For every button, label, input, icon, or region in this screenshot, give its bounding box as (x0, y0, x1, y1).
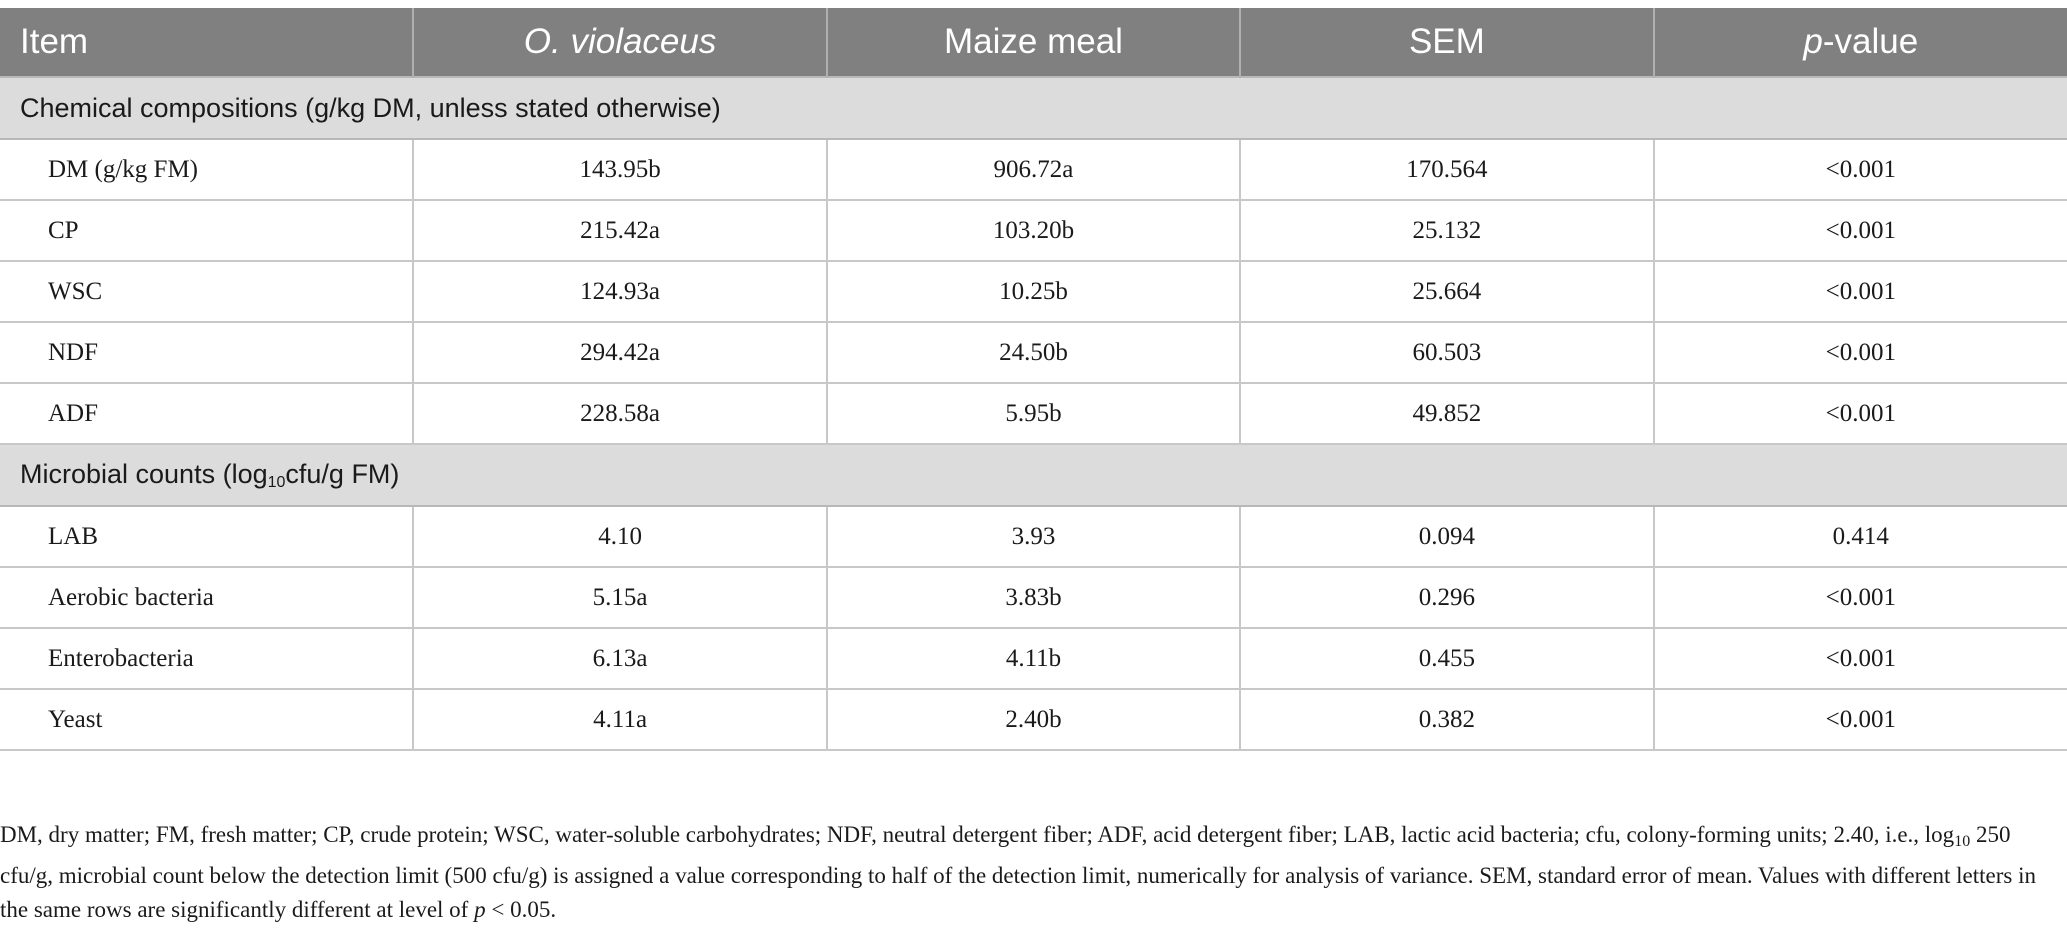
row-sem: 0.296 (1240, 567, 1653, 628)
row-p: <0.001 (1654, 689, 2067, 750)
section-microbial-title-post: cfu/g FM) (285, 458, 400, 489)
header-row (0, 8, 2067, 77)
footnote-part3: < 0.05. (485, 897, 557, 922)
header-p-italic: p (1803, 22, 1823, 61)
table-row (0, 383, 2067, 444)
row-sem: 0.455 (1240, 628, 1653, 689)
footnote-p-italic: p (474, 897, 486, 922)
header-p-value (1654, 8, 2067, 77)
row-ov: 5.15a (413, 567, 826, 628)
row-item: CP (0, 200, 413, 261)
row-mm: 2.40b (827, 689, 1240, 750)
row-p: <0.001 (1654, 200, 2067, 261)
table-row (0, 506, 2067, 567)
footnote-part1: DM, dry matter; FM, fresh matter; CP, crude protein; WSC, water-soluble carbohydrates; NDF, neutral detergent fiber; ADF, acid detergent fiber; LAB, lactic acid bacteria; cfu, colony-forming units; 2.40, i.e., log (0, 822, 1955, 847)
row-mm: 906.72a (827, 139, 1240, 200)
row-item: WSC (0, 261, 413, 322)
row-p: <0.001 (1654, 383, 2067, 444)
row-item: ADF (0, 383, 413, 444)
section-chemical (0, 77, 2067, 139)
row-sem: 60.503 (1240, 322, 1653, 383)
row-mm: 10.25b (827, 261, 1240, 322)
row-p: 0.414 (1654, 506, 2067, 567)
row-p: <0.001 (1654, 567, 2067, 628)
row-ov: 4.11a (413, 689, 826, 750)
header-sem: SEM (1240, 8, 1653, 77)
header-o-violaceus (413, 8, 826, 77)
table-footnote (0, 818, 2060, 927)
table-row (0, 322, 2067, 383)
row-mm: 3.83b (827, 567, 1240, 628)
header-o-violaceus-text: O. violaceus (523, 22, 717, 61)
footnote-part2: 250 cfu/g, microbial count below the detection limit (500 cfu/g) is assigned a value corresponding to half of the detection limit, numerically for analysis of variance. SEM, standard error of mean. Values with different letters in the same rows are significantly different at level of (0, 822, 2036, 922)
row-p: <0.001 (1654, 322, 2067, 383)
row-item: NDF (0, 322, 413, 383)
header-maize-meal: Maize meal (827, 8, 1240, 77)
row-item: Enterobacteria (0, 628, 413, 689)
table-row (0, 567, 2067, 628)
row-item: Yeast (0, 689, 413, 750)
row-item: Aerobic bacteria (0, 567, 413, 628)
table-row (0, 261, 2067, 322)
row-p: <0.001 (1654, 261, 2067, 322)
table-row (0, 689, 2067, 750)
section-microbial-title (0, 444, 2067, 506)
row-ov: 4.10 (413, 506, 826, 567)
row-ov: 215.42a (413, 200, 826, 261)
row-ov: 6.13a (413, 628, 826, 689)
row-mm: 5.95b (827, 383, 1240, 444)
row-ov: 124.93a (413, 261, 826, 322)
section-microbial-title-sub: 10 (267, 473, 286, 491)
row-item: DM (g/kg FM) (0, 139, 413, 200)
row-p: <0.001 (1654, 139, 2067, 200)
row-ov: 294.42a (413, 322, 826, 383)
row-sem: 0.094 (1240, 506, 1653, 567)
row-mm: 24.50b (827, 322, 1240, 383)
row-p: <0.001 (1654, 628, 2067, 689)
table-row (0, 139, 2067, 200)
data-table (0, 8, 2067, 751)
row-sem: 49.852 (1240, 383, 1653, 444)
row-mm: 103.20b (827, 200, 1240, 261)
row-sem: 25.132 (1240, 200, 1653, 261)
header-item: Item (0, 8, 413, 77)
table-row (0, 200, 2067, 261)
table-row (0, 628, 2067, 689)
section-microbial (0, 444, 2067, 506)
section-chemical-title: Chemical compositions (g/kg DM, unless stated otherwise) (0, 77, 2067, 139)
row-item: LAB (0, 506, 413, 567)
footnote-sub: 10 (1954, 833, 1971, 850)
row-mm: 4.11b (827, 628, 1240, 689)
row-ov: 228.58a (413, 383, 826, 444)
section-microbial-title-pre: Microbial counts (log (20, 458, 268, 489)
row-ov: 143.95b (413, 139, 826, 200)
row-sem: 170.564 (1240, 139, 1653, 200)
row-sem: 25.664 (1240, 261, 1653, 322)
row-mm: 3.93 (827, 506, 1240, 567)
row-sem: 0.382 (1240, 689, 1653, 750)
header-p-suffix: -value (1822, 22, 1919, 61)
